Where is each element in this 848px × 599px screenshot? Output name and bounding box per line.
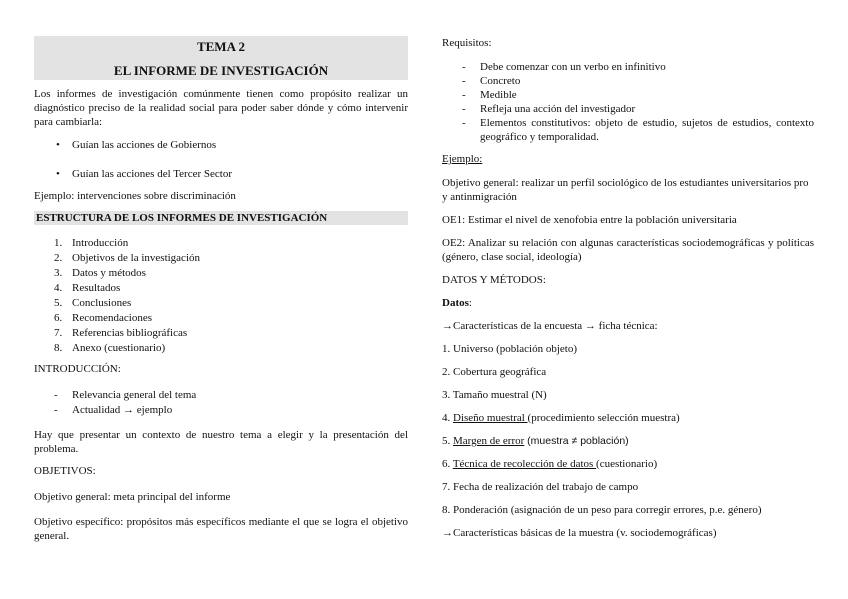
objetivo-general: Objetivo general: meta principal del informe (34, 491, 231, 503)
title-box (34, 36, 408, 80)
list-item: - Medible (442, 88, 814, 102)
list-item: • Guían las acciones de Gobiernos (34, 138, 408, 153)
intro-paragraph: Los informes de investigación comúnmente tienen como propósito realizar un diagnóstico preciso de la realidad social para poder saber dónde y cómo intervenir para cambiarla: (34, 88, 408, 128)
ficha-item-underlined: Margen de error (453, 435, 525, 447)
list-item-number: 8. (54, 342, 63, 354)
list-item (34, 281, 408, 296)
ficha-item-underlined: Diseño muestral (453, 412, 528, 424)
ficha-item (442, 434, 814, 448)
list-item (34, 236, 408, 251)
list-item-number: 4. (54, 282, 63, 294)
list-item-text: Introducción (72, 237, 129, 249)
list-item (34, 296, 408, 311)
context-paragraph: Hay que presentar un contexto de nuestro tema a elegir y la presentación del problema. (34, 429, 408, 455)
list-item-text: Recomendaciones (72, 312, 153, 324)
introduccion-list (34, 388, 408, 418)
objetivo-especifico: Objetivo específico: propósitos más específicos mediante el que se logra el objetivo general. (34, 516, 408, 542)
list-item: - Relevancia general del tema (34, 388, 408, 403)
example-line: Ejemplo: intervenciones sobre discriminación (34, 190, 236, 202)
requisitos-heading: Requisitos: (442, 37, 492, 49)
ficha-item-rest: (cuestionario) (596, 458, 658, 470)
list-item (34, 311, 408, 326)
encuesta-line: →Características de la encuesta → ficha técnica: (442, 320, 658, 332)
ficha-item-number: 5. (442, 435, 453, 447)
list-item-number: 3. (54, 267, 63, 279)
list-item: - Refleja una acción del investigador (442, 102, 814, 116)
structure-heading: ESTRUCTURA DE LOS INFORMES DE INVESTIGACIÓN (34, 211, 408, 225)
list-item (34, 251, 408, 266)
list-item-text: Objetivos de la investigación (72, 252, 200, 264)
list-item (34, 341, 408, 356)
intro-bullet-list (34, 138, 408, 182)
list-item: - Actualidad → ejemplo (34, 403, 408, 418)
ficha-item: 1. Universo (población objeto) (442, 343, 578, 355)
ficha-item-rest: (procedimiento selección muestra) (527, 412, 680, 424)
list-item-number: 5. (54, 297, 63, 309)
ficha-item-rest: (muestra ≠ población) (524, 435, 629, 447)
list-item: - Elementos constitutivos: objeto de estudio, sujetos de estudios, contexto geográfico y temporalidad. (442, 116, 814, 144)
left-column (34, 36, 408, 543)
list-item-number: 7. (54, 327, 63, 339)
list-item-number: 6. (54, 312, 63, 324)
list-item: - Concreto (442, 74, 814, 88)
list-item (34, 266, 408, 281)
page-title: EL INFORME DE INVESTIGACIÓN (113, 63, 329, 78)
list-item-text: Referencias bibliográficas (72, 327, 188, 339)
objetivo-general-ejemplo: Objetivo general: realizar un perfil sociológico de los estudiantes universitarios pro y antinmigración (442, 177, 809, 203)
oe2-line: OE2: Analizar su relación con algunas características sociodemográficas y políticas (género, clase social, ideología) (442, 237, 814, 263)
requisitos-list (442, 60, 814, 144)
datos-label (442, 296, 814, 310)
oe1-line: OE1: Estimar el nivel de xenofobia entre la población universitaria (442, 214, 737, 226)
introduccion-heading: INTRODUCCIÓN: (34, 363, 121, 375)
datos-colon: : (468, 297, 472, 309)
list-item: - Debe comenzar con un verbo en infinitivo (442, 60, 814, 74)
structure-list (34, 236, 408, 356)
ficha-item-number: 6. (442, 458, 453, 470)
ejemplo-heading: Ejemplo: (442, 153, 483, 165)
objetivos-heading: OBJETIVOS: (34, 465, 96, 477)
ficha-item: 2. Cobertura geográfica (442, 366, 547, 378)
list-item: • Guían las acciones del Tercer Sector (34, 167, 408, 182)
list-item-text: Resultados (72, 282, 121, 294)
list-item-text: Datos y métodos (72, 267, 146, 279)
ficha-item: 3. Tamaño muestral (N) (442, 389, 547, 401)
list-item-text: Anexo (cuestionario) (72, 342, 166, 354)
list-item-number: 1. (54, 237, 63, 249)
list-item-text: Conclusiones (72, 297, 132, 309)
list-item (34, 326, 408, 341)
ficha-item (442, 411, 814, 425)
muestra-line: →Características básicas de la muestra (v. sociodemográficas) (442, 527, 717, 539)
tema-label: TEMA 2 (196, 39, 246, 54)
datos-metodos-heading: DATOS Y MÉTODOS: (442, 274, 546, 286)
right-column (442, 36, 814, 540)
ficha-item (442, 457, 814, 471)
datos-label-text: Datos (442, 297, 469, 309)
ficha-item: 8. Ponderación (asignación de un peso para corregir errores, p.e. género) (442, 504, 762, 516)
ficha-item: 7. Fecha de realización del trabajo de campo (442, 481, 639, 493)
ficha-item-underlined: Técnica de recolección de datos (452, 458, 597, 470)
list-item-number: 2. (54, 252, 63, 264)
ficha-item-number: 4. (442, 412, 453, 424)
